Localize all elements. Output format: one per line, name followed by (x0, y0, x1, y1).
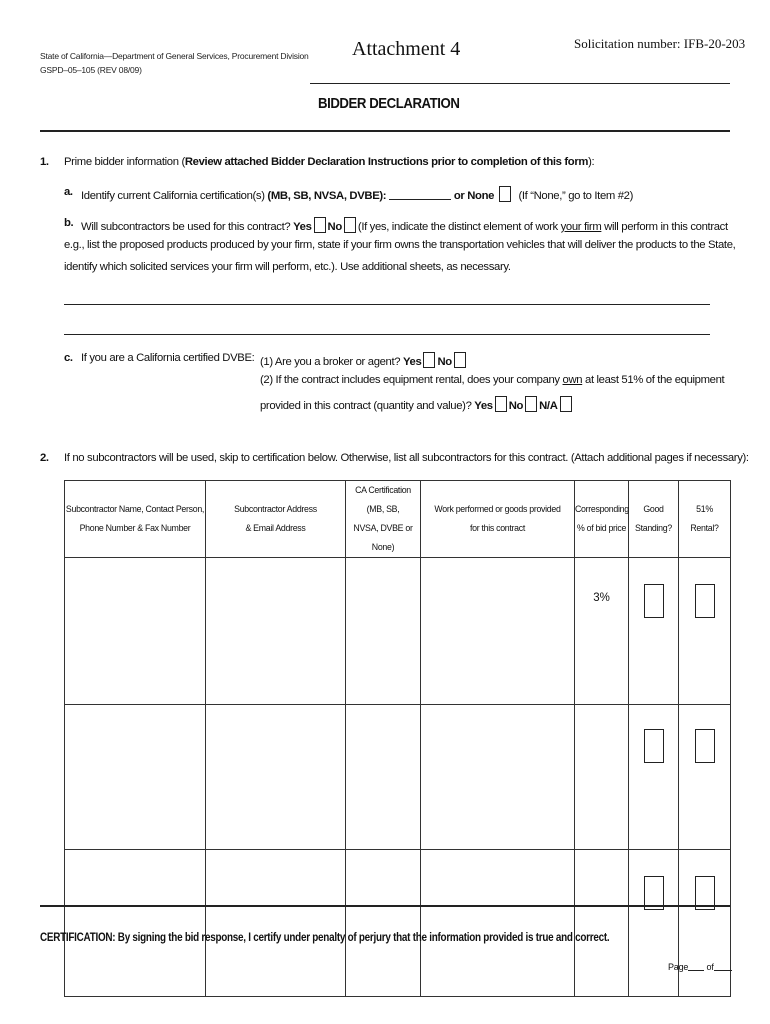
header-line: & Email Address (245, 523, 306, 533)
form-title: BIDDER DECLARATION (318, 95, 460, 112)
good-standing-checkbox[interactable] (644, 584, 664, 618)
yes-label: Yes (403, 356, 422, 368)
rental-yes-checkbox[interactable] (495, 396, 507, 412)
item1-intro-text: Prime bidder information ( (64, 156, 185, 168)
header-line: Corresponding (575, 504, 629, 514)
rental-checkbox[interactable] (695, 729, 715, 763)
header-line: Work performed or goods provided (434, 504, 561, 514)
header-line: 51% (696, 504, 713, 514)
item1-intro-bold: Review attached Bidder Declaration Instructions prior to completion of this form (184, 156, 589, 168)
subcontractors-no-checkbox[interactable] (344, 217, 356, 233)
cell-percent[interactable] (575, 705, 629, 850)
cell-percent[interactable] (575, 558, 629, 705)
page-of-label: of (706, 962, 714, 972)
cell-rental (679, 850, 731, 997)
item1-number: 1. (40, 156, 49, 168)
none-checkbox[interactable] (499, 186, 511, 202)
header-line: NVSA, DVBE or None) (353, 523, 413, 552)
col-header-work (421, 481, 575, 558)
col-header-rental (679, 481, 731, 558)
work-description-line-2[interactable] (64, 334, 710, 335)
cell-rental (679, 558, 731, 705)
item1a-text: Identify current California certification(s) (81, 190, 268, 202)
item1c-letter: c. (64, 352, 73, 364)
item1b-note-pre: (If yes, indicate the distinct element of work (357, 221, 561, 233)
table-row (65, 558, 731, 705)
cell-good-standing (629, 558, 679, 705)
item1a-letter: a. (64, 186, 73, 198)
yes-label: Yes (293, 221, 312, 233)
header-line: for this contract (469, 523, 526, 533)
header-line: Rental? (690, 523, 719, 533)
item1b-line3: identify which solicited services your firm will perform, etc.). Use additional sheets, as necessary. (64, 261, 511, 273)
agency-name: State of California—Department of General Services, Procurement Division (40, 51, 309, 61)
col-header-certification (346, 481, 421, 558)
work-description-line-1[interactable] (64, 304, 710, 305)
cell-address[interactable] (206, 850, 346, 997)
form-code: GSPD–05–105 (REV 08/09) (40, 65, 142, 75)
item1a-note: (If “None,” go to Item #2) (518, 190, 634, 202)
cell-certification[interactable] (346, 850, 421, 997)
col-header-address (206, 481, 346, 558)
col-header-good-standing (629, 481, 679, 558)
rental-no-checkbox[interactable] (525, 396, 537, 412)
table-row (65, 850, 731, 997)
item1-intro (64, 156, 594, 168)
cell-name[interactable] (65, 558, 206, 705)
item1-intro-end: ): (588, 156, 595, 168)
cell-work[interactable] (421, 558, 575, 705)
header-line: Good (643, 504, 664, 514)
item2-number: 2. (40, 452, 49, 464)
attachment-label: Attachment 4 (352, 38, 461, 60)
item1b-note-underline: your firm (560, 221, 602, 233)
title-rule (40, 130, 730, 132)
item2-text: If no subcontractors will be used, skip to certification below. Otherwise, list all subcontractors for this contract. (Attach additional pages if necessary): (64, 452, 749, 464)
page-number-blank[interactable] (688, 970, 704, 971)
cell-address[interactable] (206, 705, 346, 850)
broker-question: (1) Are you a broker or agent? (260, 356, 403, 368)
or-none-label: or None (453, 190, 495, 202)
header-line: Subcontractor Name, Contact Person, (65, 504, 205, 514)
cell-name[interactable] (65, 850, 206, 997)
page-total-blank[interactable] (714, 970, 732, 971)
header-line: % of bid price (576, 523, 627, 533)
page-number (668, 962, 732, 972)
yes-label: Yes (474, 400, 493, 412)
item1c-text: If you are a California certified DVBE: (81, 352, 255, 364)
rental-checkbox[interactable] (695, 584, 715, 618)
na-label: N/A (539, 400, 558, 412)
item1a-row (81, 186, 633, 202)
cell-address[interactable] (206, 558, 346, 705)
cell-rental (679, 705, 731, 850)
no-label: No (437, 356, 452, 368)
cell-work[interactable] (421, 850, 575, 997)
item1c-q2 (260, 374, 724, 386)
percent-value (575, 850, 628, 884)
cell-good-standing (629, 850, 679, 997)
subcontractors-yes-checkbox[interactable] (314, 217, 326, 233)
rental-na-checkbox[interactable] (560, 396, 572, 412)
col-header-percent (575, 481, 629, 558)
item1b-text: Will subcontractors be used for this contract? (81, 221, 294, 233)
cell-certification[interactable] (346, 558, 421, 705)
subcontractor-table (64, 480, 731, 997)
item1b-row (81, 217, 728, 233)
cell-percent[interactable] (575, 850, 629, 997)
rental-question-post: at least 51% of the equipment (582, 374, 725, 386)
cell-name[interactable] (65, 705, 206, 850)
cell-work[interactable] (421, 705, 575, 850)
no-label: No (327, 221, 342, 233)
rental-question-underline: own (562, 374, 583, 386)
page-label: Page (668, 962, 689, 972)
rental-question-cont: provided in this contract (quantity and value)? (260, 400, 475, 412)
solicitation-number: Solicitation number: IFB-20-203 (574, 36, 746, 51)
col-header-name (65, 481, 206, 558)
item1b-letter: b. (64, 217, 74, 229)
table-header-row (65, 481, 731, 558)
item1a-bold: (MB, SB, NVSA, DVBE): (267, 190, 387, 202)
header-line: Phone Number & Fax Number (79, 523, 191, 533)
header-line: Standing? (635, 523, 672, 533)
table-row (65, 705, 731, 850)
percent-value (575, 705, 628, 739)
header-rule (310, 83, 730, 84)
item1c-q1 (260, 352, 468, 368)
header-line: CA Certification (MB, SB, (355, 485, 411, 514)
header-line: Subcontractor Address (234, 504, 317, 514)
item1c-q3 (260, 396, 574, 412)
good-standing-checkbox[interactable] (644, 729, 664, 763)
certification-statement: CERTIFICATION: By signing the bid response, I certify under penalty of perjury that the information provided is true and correct. (40, 932, 610, 944)
cell-good-standing (629, 705, 679, 850)
broker-yes-checkbox[interactable] (423, 352, 435, 368)
rental-question: (2) If the contract includes equipment rental, does your company (260, 374, 563, 386)
percent-value: 3% (593, 592, 610, 604)
item1b-note-post: will perform in this contract (601, 221, 728, 233)
no-label: No (508, 400, 524, 412)
cell-certification[interactable] (346, 705, 421, 850)
certification-blank[interactable] (389, 199, 451, 200)
certification-rule (40, 905, 730, 907)
broker-no-checkbox[interactable] (454, 352, 466, 368)
item1b-line2: e.g., list the proposed products produced by your firm, state if your firm owns the transportation vehicles that will deliver the products to the State, (64, 239, 736, 251)
